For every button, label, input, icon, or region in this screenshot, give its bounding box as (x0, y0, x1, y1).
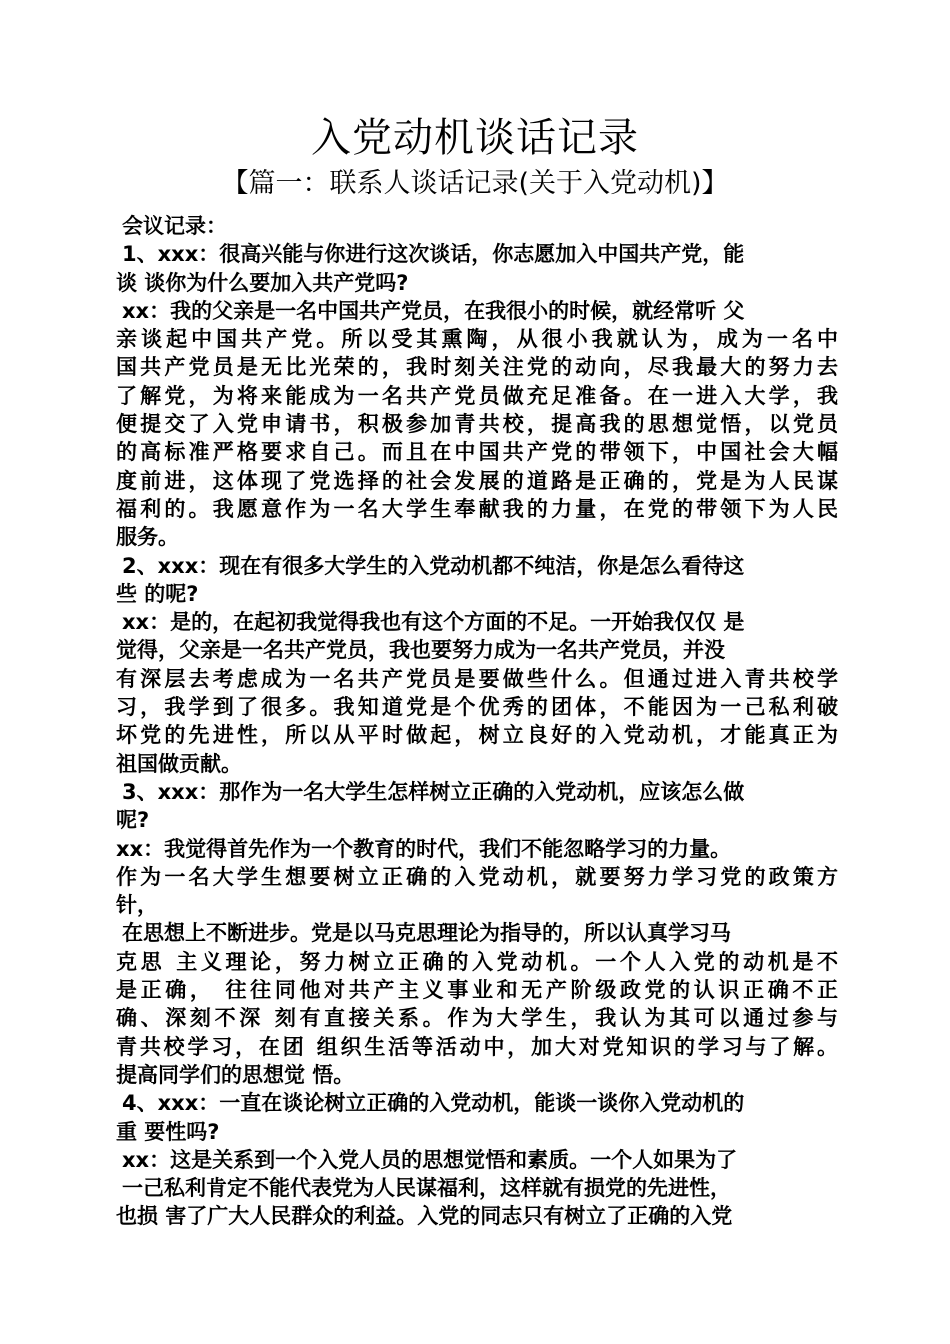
text-line: 4、xxx：一直在谈论树立正确的入党动机，能谈一谈你入党动机的 (122, 1091, 745, 1116)
text-line: xx：这是关系到一个入党人员的思想觉悟和素质。一个人如果为了 (122, 1147, 738, 1172)
text-line: 国共产党员是无比光荣的，我时刻关注党的动向，尽我最大的努力去 (116, 355, 838, 380)
text-line: 祖国做贡献。 (116, 751, 242, 776)
text-line: xx：我的父亲是一名中国共产党员，在我很小的时候，就经常听 父 (122, 298, 745, 323)
text-line: 度前进，这体现了党选择的社会发展的道路是正确的，党是为人民谋 (116, 468, 838, 493)
text-line: 谈 谈你为什么要加入共产党吗? (116, 270, 409, 295)
text-line: 重 要性吗? (116, 1119, 220, 1144)
text-line: 也损 害了广大人民群众的利益。入党的同志只有树立了正确的入党 (116, 1204, 733, 1229)
text-line: 在思想上不断进步。党是以马克思理论为指导的，所以认真学习马 (122, 921, 731, 946)
text-line: 些 的呢? (116, 581, 199, 606)
document-body (116, 212, 838, 1231)
text-line: 了解党，为将来能成为一名共产党员做充足准备。在一进入大学，我 (116, 383, 838, 408)
text-line: 服务。 (116, 525, 179, 550)
text-line: 克思 主义理论，努力树立正确的入党动机。一个人入党的动机是不 (116, 949, 838, 974)
text-line: xx：我觉得首先作为一个教育的时代，我们不能忽略学习的力量。 (116, 836, 732, 861)
text-line: 会议记录： (122, 214, 227, 238)
text-line: 2、xxx：现在有很多大学生的入党动机都不纯洁，你是怎么看待这 (122, 553, 745, 578)
text-line: 亲谈起中国共产党。所以受其熏陶，从很小我就认为，成为一名中 (116, 327, 838, 352)
text-line: 作为一名大学生想要树立正确的入党动机，就要努力学习党的政策方 (116, 864, 838, 889)
text-line: 觉得，父亲是一名共产党员，我也要努力成为一名共产党员，并没 (116, 638, 725, 663)
text-line: 提高同学们的思想觉 悟。 (116, 1062, 355, 1087)
text-line: 便提交了入党申请书，积极参加青共校，提高我的思想觉悟，以党员 (116, 412, 838, 437)
document-subtitle: 【篇一：联系人谈话记录(关于入党动机)】 (221, 168, 729, 199)
text-line: 有深层去考虑成为一名共产党员是要做些什么。但通过进入青共校学 (116, 666, 838, 691)
text-line: 针， (116, 893, 158, 918)
text-line: 1、xxx：很高兴能与你进行这次谈话，你志愿加入中国共产党，能 (122, 242, 745, 267)
text-line: xx：是的，在起初我觉得我也有这个方面的不足。一开始我仅仅 是 (122, 610, 745, 635)
text-line: 确、深刻不深 刻有直接关系。作为大学生，我认为其可以通过参与 (116, 1006, 838, 1031)
text-line: 是正确， 往往同他对共产主义事业和无产阶级政党的认识正确不正 (116, 978, 838, 1003)
text-line: 福利的。我愿意作为一名大学生奉献我的力量，在党的带领下为人民 (116, 496, 838, 521)
text-line: 的高标准严格要求自己。而且在中国共产党的带领下，中国社会大幅 (116, 440, 838, 465)
text-line: 习，我学到了很多。我知道党是个优秀的团体，不能因为一己私利破 (116, 695, 838, 720)
text-line: 坏党的先进性，所以从平时做起，树立良好的入党动机，才能真正为 (116, 723, 838, 748)
text-line: 3、xxx：那作为一名大学生怎样树立正确的入党动机，应该怎么做 (122, 779, 745, 804)
document-title: 入党动机谈话记录 (311, 115, 639, 161)
text-line: 青共校学习，在团 组织生活等活动中，加大对党知识的学习与了解。 (116, 1034, 838, 1059)
text-line: 一己私利肯定不能代表党为人民谋福利，这样就有损党的先进性， (122, 1176, 731, 1201)
text-line: 呢? (116, 808, 150, 833)
